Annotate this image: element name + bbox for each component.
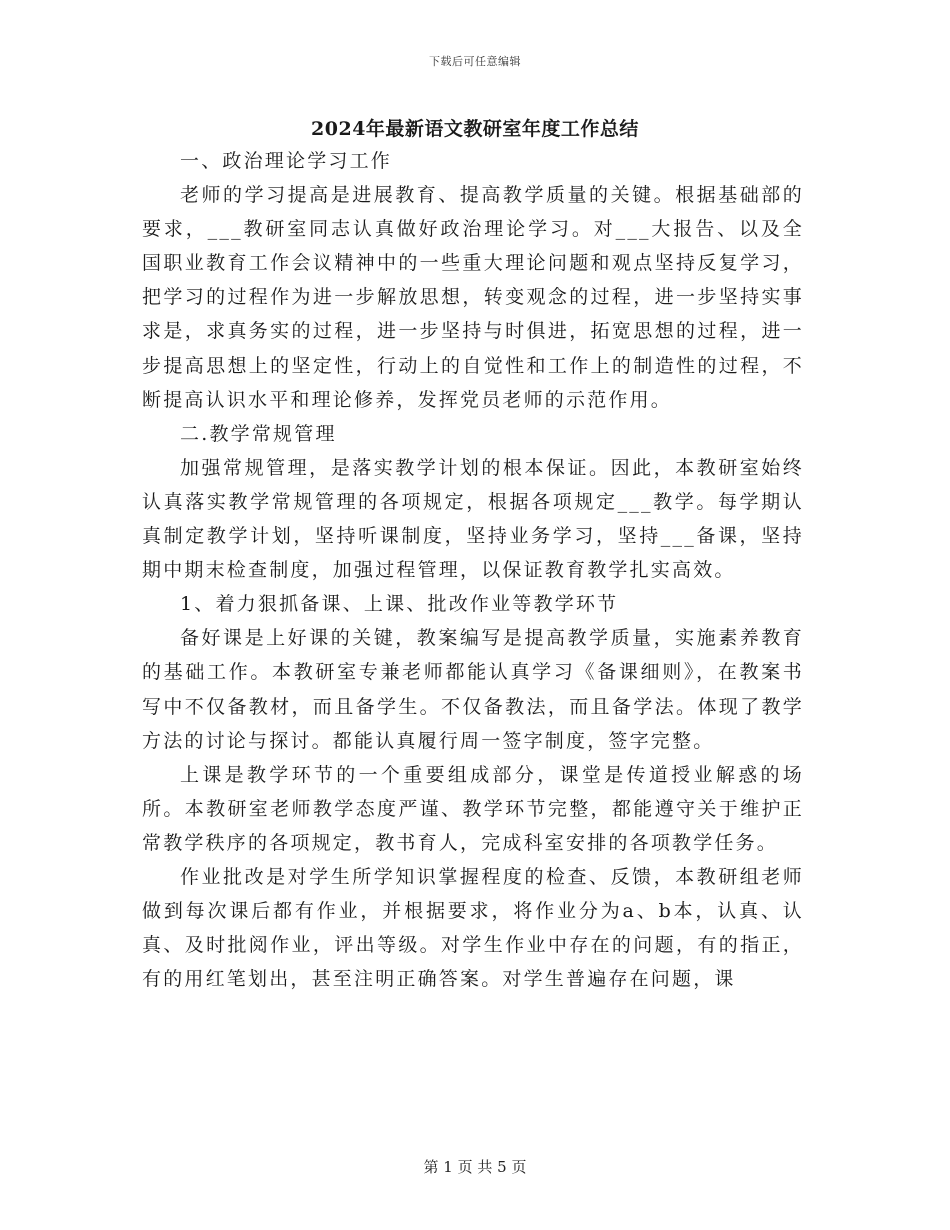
paragraph: 作业批改是对学生所学知识掌握程度的检查、反馈，本教研组老师做到每次课后都有作业，并根据要求，将作业分为a、b本，认真、认真、及时批阅作业，评出等级。对学生作业中存在的问题，有的指正，有的用红笔划出，甚至注明正确答案。对学生普遍存在问题，课: [142, 865, 804, 991]
paragraph: 备好课是上好课的关键，教案编写是提高教学质量，实施素养教育的基础工作。本教研室专兼老师都能认真学习《备课细则》，在教案书写中不仅备教材，而且备学生。不仅备教法，而且备学法。体现了教学方法的讨论与探讨。都能认真履行周一签字制度，签字完整。: [142, 627, 804, 752]
paragraph: 加强常规管理，是落实教学计划的根本保证。因此，本教研室始终认真落实教学常规管理的各项规定，根据各项规定___教学。每学期认真制定教学计划，坚持听课制度，坚持业务学习，坚持___备课，坚持期中期末检查制度，加强过程管理，以保证教育教学扎实高效。: [142, 456, 804, 582]
page-number: 第 1 页 共 5 页: [423, 1158, 527, 1176]
download-note: 下载后可任意编辑: [429, 55, 521, 68]
paragraph: 老师的学习提高是进展教育、提高教学质量的关键。根据基础部的要求，___教研室同志认真做好政治理论学习。对___大报告、以及全国职业教育工作会议精神中的一些重大理论问题和观点坚持反复学习，把学习的过程作为进一步解放思想，转变观念的过程，进一步坚持实事求是，求真务实的过程，进一步坚持与时俱进，拓宽思想的过程，进一步提高思想上的坚定性，行动上的自觉性和工作上的制造性的过程，不断提高认识水平和理论修养，发挥党员老师的示范作用。: [142, 184, 804, 411]
paragraph: 上课是教学环节的一个重要组成部分，课堂是传道授业解惑的场所。本教研室老师教学态度严谨、教学环节完整，都能遵守关于维护正常教学秩序的各项规定，教书育人，完成科室安排的各项教学任务。: [142, 763, 804, 854]
subsection-heading: 1、着力狠抓备课、上课、批改作业等教学环节: [180, 593, 619, 616]
section-heading: 二.教学常规管理: [180, 422, 337, 445]
document-body: [142, 144, 804, 996]
document-title: 2024年最新语文教研室年度工作总结: [311, 118, 639, 140]
section-heading: 一、政治理论学习工作: [180, 150, 393, 172]
